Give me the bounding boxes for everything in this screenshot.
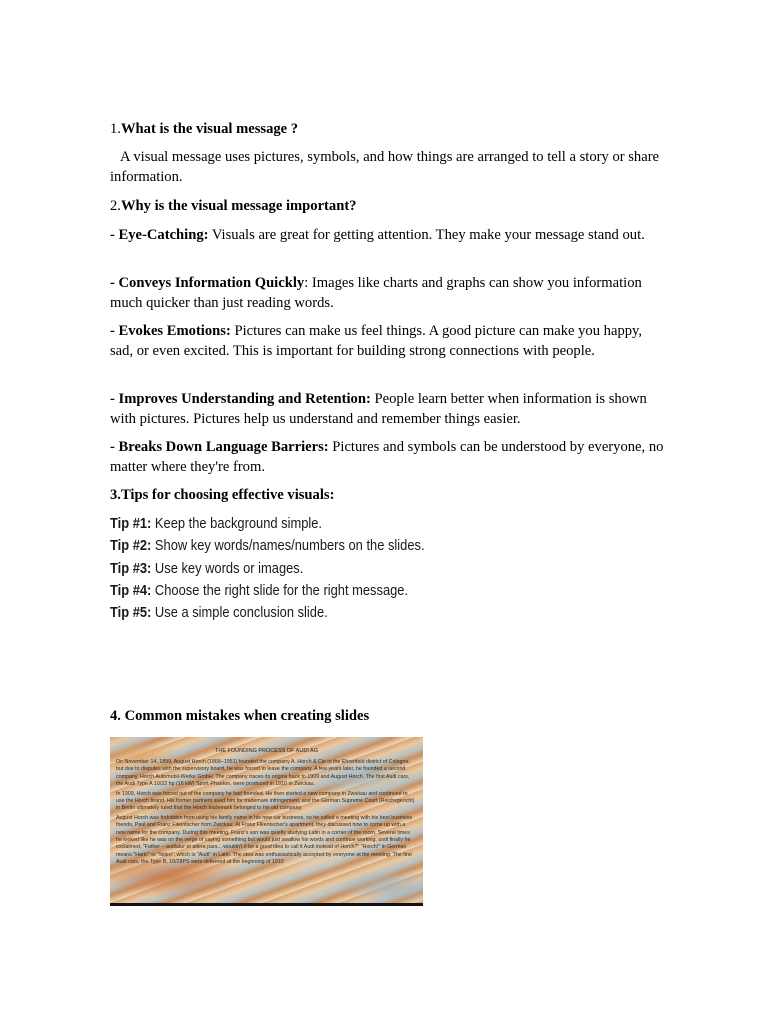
- point-title: - Conveys Information Quickly: [110, 275, 305, 291]
- tip-label: Tip #2:: [110, 537, 152, 555]
- slide-paragraph: In 1909, Horch was forced out of the company he had founded. He then started a new company in Zwickau and continued to use the Horch brand. His former partners sued him for trademark infringement, and the German Supreme Court (Reichsgericht) in Berlin ultimately ruled that the Horch trademark belonged to his old company.: [116, 790, 415, 812]
- point-text: Visuals are great for getting attention. They make your message stand out.: [208, 227, 645, 243]
- point-eye-catching: [110, 226, 666, 246]
- section-number: 1.: [110, 121, 121, 137]
- section-2-heading: [110, 197, 356, 217]
- tip-label: Tip #5:: [110, 604, 152, 622]
- section-4-heading: [110, 707, 369, 727]
- tip-label: Tip #1:: [110, 515, 152, 532]
- section-title: Why is the visual message important?: [120, 198, 357, 214]
- point-title: - Breaks Down Language Barriers:: [110, 439, 329, 455]
- tip-text: Show key words/names/numbers on the slides.: [151, 537, 425, 555]
- tip-item: [110, 535, 425, 557]
- section-title: What is the visual message ?: [120, 121, 299, 137]
- point-title: - Eye-Catching:: [110, 227, 209, 243]
- example-slide-image: [110, 737, 423, 906]
- point-text: People learn better when information is shown with pictures. Pictures help us understand and remember things easier.: [110, 391, 647, 427]
- tip-item: [110, 580, 409, 602]
- slide-title: THE FOUNDING PROCESS OF AUDI AG: [215, 748, 318, 754]
- tip-item: [110, 602, 394, 624]
- point-title: - Evokes Emotions:: [110, 323, 231, 339]
- tips-image: [110, 513, 440, 624]
- slide-body: [116, 759, 416, 869]
- tip-item: [110, 558, 394, 580]
- point-text: Pictures can make us feel things. A good picture can make you happy, sad, or even excited. This is important for building strong connections with people.: [110, 323, 643, 359]
- point-conveys-information: [110, 274, 666, 313]
- point-language-barriers: [110, 438, 666, 477]
- tip-item: [110, 513, 394, 535]
- tip-text: Use key words or images.: [151, 559, 304, 577]
- tip-label: Tip #4:: [110, 581, 152, 599]
- tip-label: Tip #3:: [110, 559, 152, 577]
- point-improves-understanding: [110, 390, 666, 429]
- tip-text: Keep the background simple.: [151, 515, 323, 532]
- point-title: - Improves Understanding and Retention:: [110, 391, 371, 407]
- section-1-answer: A visual message uses pictures, symbols, and how things are arranged to tell a story or share information.: [110, 149, 660, 185]
- slide-paragraph: August Horch was forbidden from using his family name in his new car business, so he called a meeting with his best business friends, Paul and Franz Fikentscher from Zwickau. At Franz Fikentscher's apartment, they discussed how to come up with a new name for the company. During this meeting, Franz's son was quietly studying Latin in a corner of the room. Several times he looked like he was on the verge of saying something but would just swallow his words and continue working, until finally he exclaimed, "Father – audiatur et altera pars... wouldn't it be a good idea to call it Audi instead of Horch?" "Horch!" in German means "Hark!" or "listen", which is "Audi" in Latin. The idea was enthusiastically accepted by everyone at the meeting. The first Audi cars, the Type B, 10/28PS were delivered at the beginning of 1910: [116, 814, 413, 866]
- section-title: 4. Common mistakes when creating slides: [110, 708, 370, 724]
- tip-text: Use a simple conclusion slide.: [151, 604, 328, 622]
- point-evokes-emotions: [110, 322, 666, 361]
- point-text: Pictures and symbols can be understood by everyone, no matter where they're from.: [110, 439, 664, 475]
- section-3-heading: [110, 486, 334, 506]
- section-1-heading: [110, 120, 298, 140]
- point-text: : Images like charts and graphs can show you information much quicker than just reading words.: [110, 275, 642, 311]
- tip-text: Choose the right slide for the right message.: [151, 581, 409, 599]
- slide-paragraph: On November 14, 1899, August Horch (1868–1951) founded the company A. Horch & Cie in the Ehrenfeld district of Cologne, but due to disputes with the supervisory board, he was forced to leave the company. A few years later, he founded a second company, Horch Automobil-Werke GmbH. The company traces its origins back to 1909 and August Horch. The first Audi cars, the Audi Type A 10/22 hp (16 kW) Sport-Phaeton, were produced in 1910 in Zwickau.: [116, 759, 410, 788]
- section-number: 2.: [110, 198, 121, 214]
- section-title: 3.Tips for choosing effective visuals:: [110, 487, 335, 503]
